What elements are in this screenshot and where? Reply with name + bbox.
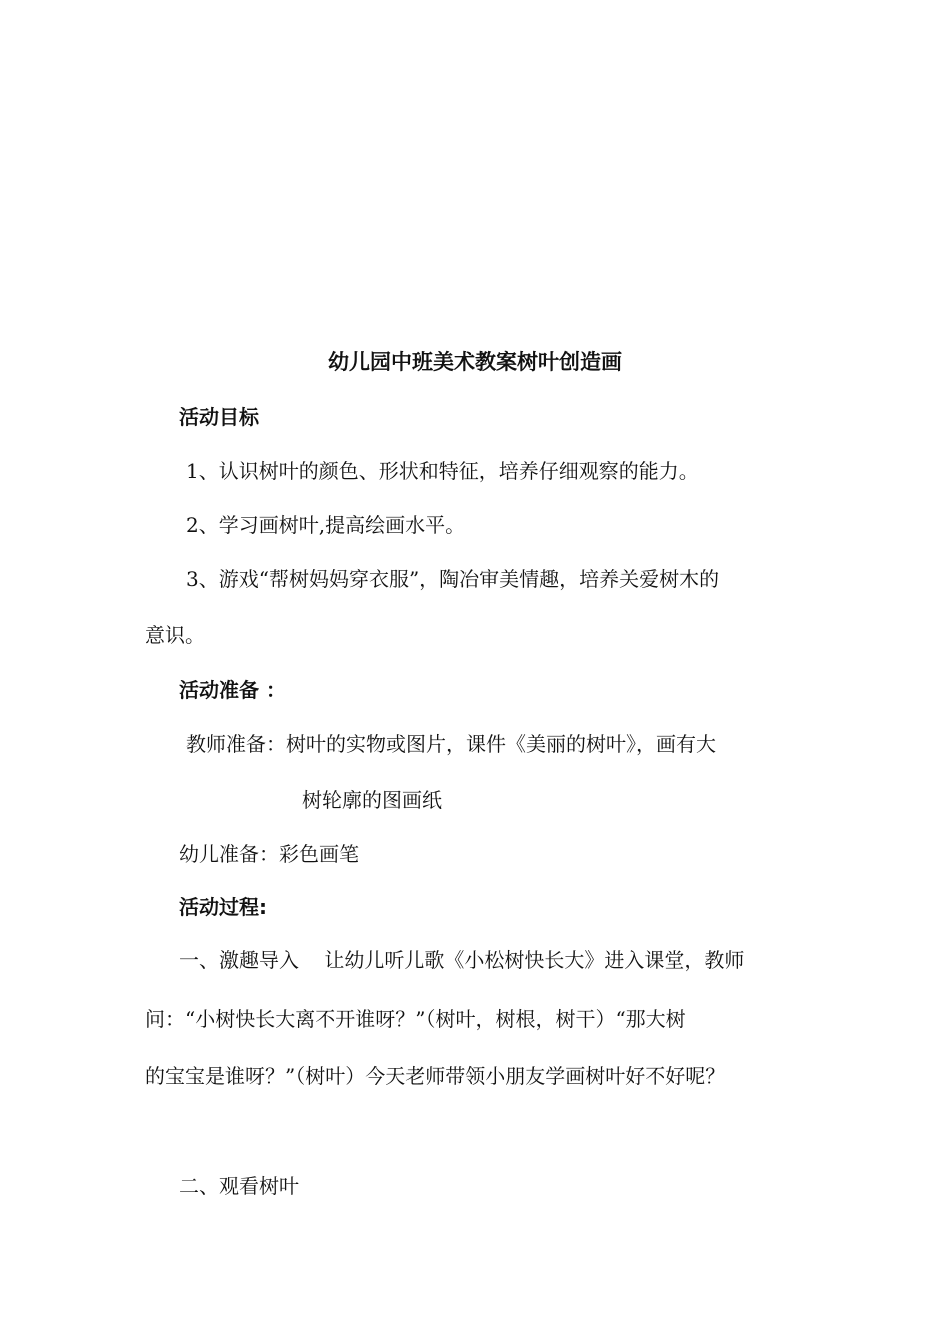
step-1-line-3: 的宝宝是谁呀？”（树叶）今天老师带领小朋友学画树叶好不好呢？: [145, 1064, 726, 1088]
child-prep: 幼儿准备：彩色画笔: [179, 842, 359, 866]
teacher-prep-line-2: 树轮廓的图画纸: [302, 788, 442, 812]
goals-heading: 活动目标: [179, 405, 259, 429]
process-heading: 活动过程:: [179, 895, 267, 919]
goal-item-3-line-1: 3、游戏“帮树妈妈穿衣服”，陶冶审美情趣，培养关爱树木的: [186, 567, 720, 591]
prep-heading: 活动准备 ：: [179, 678, 286, 702]
step-1-line-2: 问：“小树快长大离不开谁呀？”（树叶，树根，树干）“那大树: [145, 1007, 686, 1031]
step-1-line-1: 一、激趣导入 让幼儿听儿歌《小松树快长大》进入课堂，教师: [179, 948, 745, 972]
goal-item-3-line-2: 意识。: [145, 623, 205, 647]
teacher-prep-line-1: 教师准备：树叶的实物或图片，课件《美丽的树叶》，画有大: [186, 732, 716, 756]
goal-item-2: 2、学习画树叶,提高绘画水平。: [186, 513, 466, 537]
step-2: 二、观看树叶: [179, 1174, 299, 1198]
goal-item-1: 1、认识树叶的颜色、形状和特征，培养仔细观察的能力。: [186, 459, 699, 483]
document-title: 幼儿园中班美术教案树叶创造画: [328, 350, 622, 374]
